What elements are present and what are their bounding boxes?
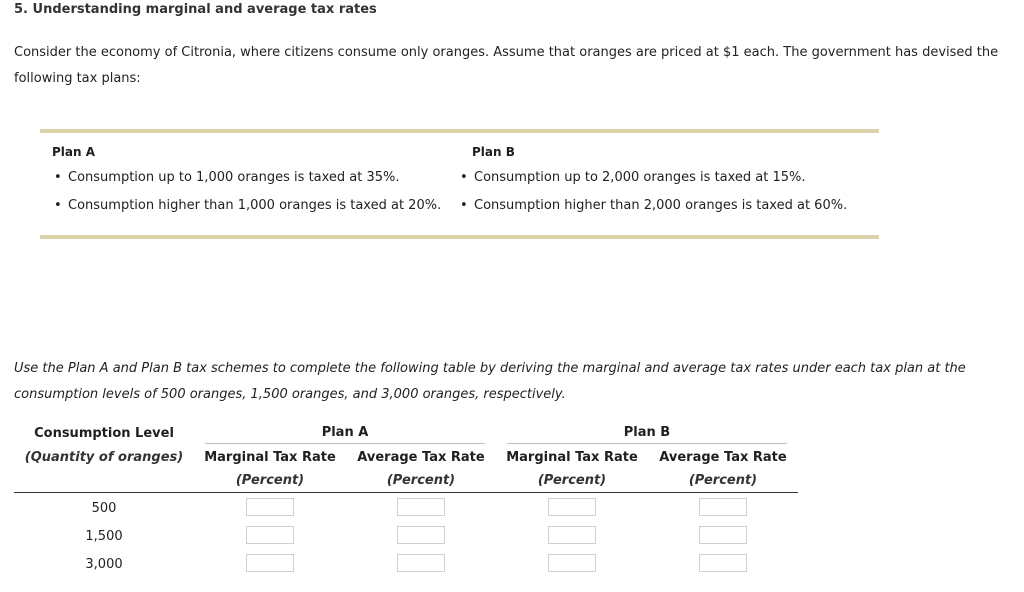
plan-b-bullet: • Consumption up to 2,000 oranges is taxed at 15%.	[460, 169, 847, 197]
plan-b-marginal-input-500[interactable]	[548, 498, 596, 516]
plan-a-average-unit: (Percent)	[386, 473, 456, 488]
plan-a	[54, 145, 441, 225]
plan-b-title: Plan B	[472, 145, 515, 159]
plan-b-bullet: • Consumption higher than 2,000 oranges is taxed at 60%.	[460, 197, 847, 225]
plan-a-header-rule	[205, 443, 485, 444]
plan-a-bullet: • Consumption higher than 1,000 oranges is taxed at 20%.	[54, 197, 441, 225]
consumption-level: 1,500	[85, 529, 123, 544]
plan-b-average-unit: (Percent)	[688, 473, 758, 488]
consumption-level: 3,000	[85, 557, 123, 572]
plan-b-column-header: Plan B	[623, 425, 671, 440]
plan-b-marginal-input-1500[interactable]	[548, 526, 596, 544]
plan-a-marginal-input-1500[interactable]	[246, 526, 294, 544]
consumption-level: 500	[91, 501, 117, 516]
plan-b-average-header: Average Tax Rate	[659, 450, 787, 465]
plan-b-average-input-500[interactable]	[699, 498, 747, 516]
plan-b-marginal-input-3000[interactable]	[548, 554, 596, 572]
table-header-rule	[14, 492, 798, 493]
plan-a-average-header: Average Tax Rate	[357, 450, 485, 465]
consumption-header: Consumption Level	[34, 426, 174, 441]
tax-plans-box	[40, 129, 879, 239]
instructions-text: Use the Plan A and Plan B tax schemes to complete the following table by deriving the marginal and average tax rates under each tax plan at the consumption levels of 500 oranges, 1,500 oranges, and 3,000 oranges, respectively.	[14, 361, 966, 402]
plan-a-marginal-input-3000[interactable]	[246, 554, 294, 572]
plan-b-marginal-header: Marginal Tax Rate	[506, 450, 638, 465]
plan-a-average-input-500[interactable]	[397, 498, 445, 516]
plan-b-average-input-1500[interactable]	[699, 526, 747, 544]
plan-b-header-rule	[507, 443, 787, 444]
consumption-subheader: (Quantity of oranges)	[24, 450, 184, 465]
plan-a-marginal-header: Marginal Tax Rate	[204, 450, 336, 465]
page-title: 5. Understanding marginal and average tax rates	[14, 2, 377, 17]
plan-b	[460, 145, 847, 225]
plan-a-bullet: • Consumption up to 1,000 oranges is taxed at 35%.	[54, 169, 441, 197]
plan-a-column-header: Plan A	[321, 425, 369, 440]
plan-a-marginal-input-500[interactable]	[246, 498, 294, 516]
plan-b-marginal-unit: (Percent)	[537, 473, 607, 488]
plan-a-average-input-1500[interactable]	[397, 526, 445, 544]
plan-a-average-input-3000[interactable]	[397, 554, 445, 572]
intro-text: Consider the economy of Citronia, where citizens consume only oranges. Assume that oranges are priced at $1 each. The government has devised the following tax plans:	[14, 45, 999, 86]
plan-a-title: Plan A	[52, 145, 96, 159]
plan-a-marginal-unit: (Percent)	[235, 473, 305, 488]
plan-b-average-input-3000[interactable]	[699, 554, 747, 572]
